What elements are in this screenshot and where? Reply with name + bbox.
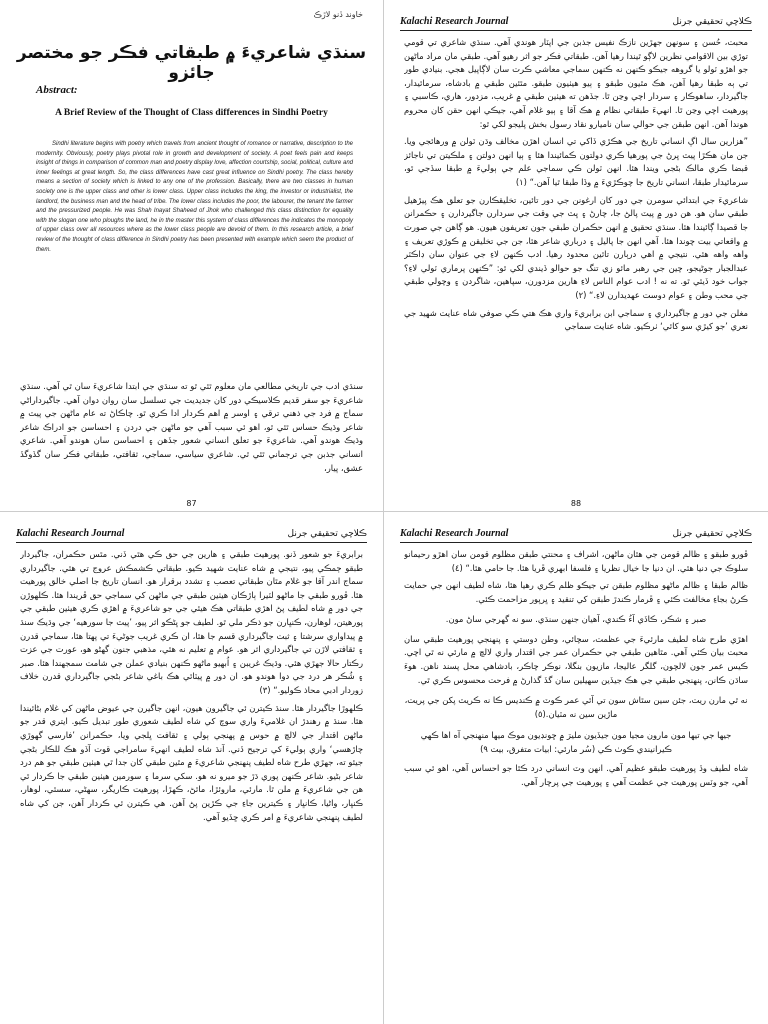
paragraph: ڦورو طبقو ۽ ظالم قومن جي هٿان ماڻهن، اشراف ۽ محنتي طبقن مظلوم قومن سان اهڙو رحيمانو سلوڪ جي دنيا هئي. ان دنيا جا خيال نظريا ۽ فلسفا ابهري ڦريا هئا. جا حامي هئا.“ (٤) [404,549,748,573]
paragraph: شاعريءَ جي ابتدائي سومرن جي دور کان ارغونن جي دور تائين، تخليقڪارن جو تعلق هڪ پيڙهيل طبقي سان هو. هن دور ۾ پيٽ پالڻ جا، چارڻ ۽ ڀٽ جي وقت جي سردارن جاگيردارن ۽ حڪمرانن جا قصيدا ڳائيندا هئا. سنڌي تحقيق ۾ انهن حڪمران طبقي جون تعريفون هيون. هو ڳاهن جي صورت ۾ واقعاتي بيت چوندا هئا. آهي انهن جا پاليل ۽ درباري شاعر هئا، جن جي تخليقن ۾ ڪوڙي تعريف ۽ واهه واهه هئي. نتيجي ۾ اهي درٻارن تائين محدود رهيا. ادب ڪنهن لاءِ جي عنوان سان ڊاڪٽر عبدالجبار جوڻيجو، چين جي رهبر مائو زي تنگ جو حوالو ڏيندي لکي ٿو: ”ڪنهن پرماري ٽولي لاءِ؟ جواب خود ڏيئي ٿو. ته نه ! ادب عوام الناس لاءِ هارين مزدورن، سپاهين، شاگردن ۽ وچولي طبقي جي محب وطن ۽ عوام دوست عهديدارن لاءِ.“ (٢) [404,194,748,300]
page-90 [384,512,768,1024]
paragraph: محبت، حُسن ۽ سونهن جهڙين نازڪ نفيس جذبن جي اپٽار هوندي آهي. سنڌي شاعري تي قومي توڙي بين الاقوامي نظرين لاڳو ٿيندا رهيا آهن. طبقاتي فڪر جو اثر رهيو آهي. طبقي مان مراد ماڻهن جو اهڙو ٽولو يا گروهه جيڪو ڪنهن نه ڪنهن سماجي معاشي ڪرت سان لاڳاپيل هجي. بنيادي طور تي ٻه طبقا رهيا آهن، هڪ مٿيون طبقو ۽ ٻيو هيٺيون طبقو. مٿئين طبقي ۾ بادشاه، سرمائيدار، جاگيردار، ساهوڪار ۽ سردار اچي وڃن ٿا. جڏهن ته هيٺين طبقي ۾ غريب، مزدور، هاري، ڪاسبي ۽ پورهيت اچي وڃن ٿا. انهيءَ طبقاتي نظام ۾ هڪ آقا ۽ ٻيو غلام آهي، جيڪي انهن حقن کان محروم هوندا آهن. انهن طبقن جي حوالي سان ناميارو نقاد رسول بخش پليجو لکي ٿو: [404,37,748,129]
paragraph: ڪلهوڙا جاگيردار هئا. سنڌ ڪيترن ئي جاگيرون هيون، انهن جاگيرن جي عيوض ماڻهن کي غلام بڻائيندا هئا. سنڌ ۾ رهندڙ ان غلاميءَ واري سوچ کي شاه لطيف شعوري طور تبديل ڪيو. ايتري قدر جو ماڻهن اقتدار جي لالچ ۾ حوس ۾ پهنجي ٻولي ۽ ثقافت ڀلجي ويا، حڪمرانن ’فارسي گهوڙي چاڙهسي‘ واري ٻوليءَ کي ترجيح ڏني. آنڌ شاه لطيف انهيءَ سامراجي قوت آڏو هڪ للڪار بڻجي جيئو ته، جهڙي طرح شاه لطيف پنهنجي شاعريءَ ۾ مٿين طبقي کان جدا ٿي هيٺين طبقي جو هم درد شاعر بڻيو. شاعر ڪنهن پوري ڌڙ جو ميرو نه هو. سکي سرما ۽ سورمين هيٺين طبقي جا ڪردار ٿي هن جي شاعريءَ ۾ ملن ٿا. مارئي، ماروئڙا، مائڻ، ڪهڙا، پورهيت ڪاريگر، سهڻي، سسئي، لوهار، ڪنڀار، واڻيا، ڪانڀار ۽ ڪيترين جاءِ جي ڪڙين پڻ آهن. هي ڪيترن ئي ڪردار آهن، جن کي شاه لطيف پنهنجي شاعريءَ ۾ امر ڪري ڇڏيو آهي. [20,702,363,822]
running-header [400,520,752,543]
abstract-label: Abstract: [36,84,78,96]
paragraph: اهڙي طرح شاه لطيف مارئيءَ جي عظمت، سچائي، وطن دوستي ۽ پنهنجي پورهيت طبقي سان محبت بيان ڪئي آهي. مٿاهين طبقي جي حڪمران عمر جي اقتدار واري لالچ ۾ مارئي نه ٿي اچي. ڪيس عمر جون لالچون، گلگر عاليجا، مازيون بنگلا، نوڪر چاڪر، بادشاهي محل پسند ناهن. هوءَ ساڌن ڪانن، پنهنجي طبقي جي هڪ جيڏين سهيلين سان گڏ گذارڻ ۾ فرحت محسوس ڪري ٿي. [404,633,748,685]
article-title-sindhi: سنڌي شاعريءَ ۾ طبقاتي فڪر جو مختصر جائزو [16,43,367,83]
author-name: خاوند ڏنو لاڙڪ [313,10,363,19]
paragraph: برابريءَ جو شعور ڏنو. پورهيت طبقي ۽ هارين جي حق ڪي هٿي ڏني. مٿس حڪمران، جاگيردار طبقو ڄمڪي پيو، نتيجي ۾ شاه عنايت شهيد ڪيو. طبقاتي ڪشمڪش عروج تي هئي. جاگيرداري سماج اندر آقا جو غلام مٿان طبقاتي تعصب ۽ تشدد برقرار هو. انسان تاريخ جا اصلي خالق پورهيت هئا. ڦورو طبقي جا ماڻهو لٽيرا ٻاڙڪان هيٺين طبقي جي ماڻهن کي سماجي حق ڦريندا هئا. ڪلهوڙن جي دور ۾ شاه لطيف پڻ اهڙي طبقاتي هڪ هيئي جي جو شاعريءَ ۾ اهڙي ڪري هيٺين طبقي جي پورهيتن، لوهارن، ڪنڀارن جو ذڪر ملي ٿو. لطيف جو ڀڻڪو اثر پيو، ’پيٽ جا سورهيه‘ جي وڌيڪ سنڌ ۾ پيداواري سرشتا ۽ ثبت جاگيرداري قسم جا هئا، ان ڪري غريب جوڻيءَ تي پهتا هئا، سماجي قدرن ۽ ثقافتي لاڙن تي جاگيرداري اثر هو. عوام ۾ تعليم نه هئي، مذهبي جنون گهڻو هو، عورت جي عزت رڪتار حالا جهڙي هئي. وڌيڪ غريبن ۽ اُبهيو ماڻهو ڪنهن بنيادي عملن جي شامت سمجهندا هئا. صبر ۽ شُڪر هر درد جي دوا هوندو هو. ان دور ۾ پيٽائي هڪ باغي شاعر بڻجي جاگيرداري قدرن خلاف زوردار ادبي محاذ ڪوليو.“ (٣) [20,549,363,696]
running-header [16,520,367,543]
verse-block: نه ٿي مارن ريت، جئن سين سٿاش سون تي آئي عمر ڪوٽ ۾ ڪنديس ڪا نه ڪريٽ پکن جي پريت، ماڙين سين نه مٽيان.(٥) [404,695,748,720]
body-column [404,36,748,489]
journal-title: Kalachi Research Journal [400,16,509,27]
running-header [400,8,752,31]
page-87 [0,0,384,512]
page-89 [0,512,384,1024]
article-title-english: A Brief Review of the Thought of Class differences in Sindhi Poetry [55,108,328,118]
journal-title-urdu: ڪلاچي تحقيقي جرنل [672,17,752,27]
abstract-text: Sindhi literature begins with poetry which travels from ancient thought of romance or narrative, description to the modernity. Obviously, poetry plays pivotal role in growth and development of society. A poet feels pain and keeps insight of things in comparison of common man and poetry display love, affection courtship, social, political, culture and inner feelings at great length. So, the class differences have cast great influence on Sindhi poetry. The class hereby means a section of society which is linked to any one of the profession. Basically, there are two classes in human society one is the upper class and other is lower class. Upper class includes the king, the investor or industrialist, the landlord, the business man and the head of tribe. The lower class includes the poor, the labourer, the tenant the farmer and the pressurized people. He was Shah Inayat Shaheed of Jhok who challenged this class distinction for equality with the slogan one who ploughs the land, he in the master this system of class differences the indicates the monopoly of upper class over all resources where as the lower class people are devoid of them. In this research article, a brief review of the thought of class difference in Sindhi poetry has been presented with example which seem the product of them. [36,141,353,253]
journal-title: Kalachi Research Journal [400,528,509,539]
journal-title-urdu: ڪلاچي تحقيقي جرنل [287,529,367,539]
body-text: سنڌي ادب جي تاريخي مطالعي مان معلوم ٿئي ٿو ته سنڌي جي ابتدا شاعريءَ سان ٿي آهي. سنڌي شاعريءَ جو سفر قديم ڪلاسيڪي دور کان جديديت جي تسلسل سان روان دوان آهي. جاگيرداراڻي سماج ۾ فرد جي ذهني ترقي ۽ اوسر ۾ اهم ڪردار ادا ڪري ٿو. چاڪاڻ ته عام ماڻهن جي پيٽ ۾ شاعر وڌيڪ حساس ٿئي ٿو، اهو ئي سبب آهي جو ماڻهن جي دردن ۽ احساسن جو ادراڪ شاعر وڌيڪ هوندو آهي. شاعريءَ جو تعلق انساني شعور جڏهن ۽ احساسن سان هوندو آهي. شاعري انساني جذبن جي ترجماني ٿئي ٿي. شاعري سياسي، سماجي، ثقافتي، طبقاتي فڪر سان گڏوگڏ عشق، پيار، [20,381,363,473]
paragraph: ظالم طبقا ۽ ظالم ماڻهو مظلوم طبقن تي جيڪو ظلم ڪري رهيا هئا، شاه لطيف انهن جي حمايت ڪرڻ بجاءِ مخالفت ڪئي ۽ ڦرمار ڪندڙ طبقن کي تنقيد ۽ ڀرپور مزاحمت ڪئي. [404,580,748,604]
body-column [404,548,748,1018]
verse-block: جيها جي تيها مون مارون مجيا مون جيڏيون مليرَ ۾ ڇونڊيون موڪ ميها منهنجي آه اها ڪهي ڪيرانيندي ڪوٺ ڪي (سُر مارئي: ابيات متفرق، بيت ٩) [420,729,732,754]
page-88 [384,0,768,512]
page-number: 88 [570,499,582,508]
journal-title-urdu: ڪلاچي تحقيقي جرنل [672,529,752,539]
page-number: 87 [186,499,197,508]
paragraph: شاه لطيف وڏ پورهيت طبقو عظيم آهي. انهن وٽ انساني درد ڪٿا جو احساس آهي، اهو ئي سبب آهي، جو وٽس پورهيت جي عظمت آهي ۽ پورهيت جي پرچار آهي. [404,763,748,787]
journal-title: Kalachi Research Journal [16,528,125,539]
paragraph: مغلن جي دور ۾ جاگيرداري ۽ سماجي ابن برابريءَ واري هڪ هتي ڪي صوفي شاه عنايت شهيد جي نعري ’جو کيڙي سو کائي‘ ٺرڪيو. شاه عنايت سماجي [404,307,748,332]
verse-block: صبر ۽ شڪر، ڪاڏي آءُ ڪندي، آهيان جنهن سنڌي. سو نه گهرجي ساڻ مون. [445,614,707,625]
block-quote: ”هزارين سال اڳ انساني تاريخ جي هڪڙي ڏاکي تي انسان اهڙن مخالف وڌن ٽولن ۾ ورهائجي ويا. جن مان هڪڙا پيٽ ڀرڻ جي پورهيا ڪري دولتون ڪمائيندا هئا ۽ ٻيا انهن دولتن ۽ ملڪيتن تي ناجائز قبضا ڪري مالڪ بڻجي ويندا هئا. انهن ٽولن ڪي سماجي علم جي ٻوليءَ ۾ طبقا سڏجي ٿو، سرمائيدار طبقا، انساني تاريخ جا چوڪڙيءَ ۾ وڏا طبقا ٿيا آهن.“ (١) [404,136,748,188]
body-column [20,548,363,1018]
